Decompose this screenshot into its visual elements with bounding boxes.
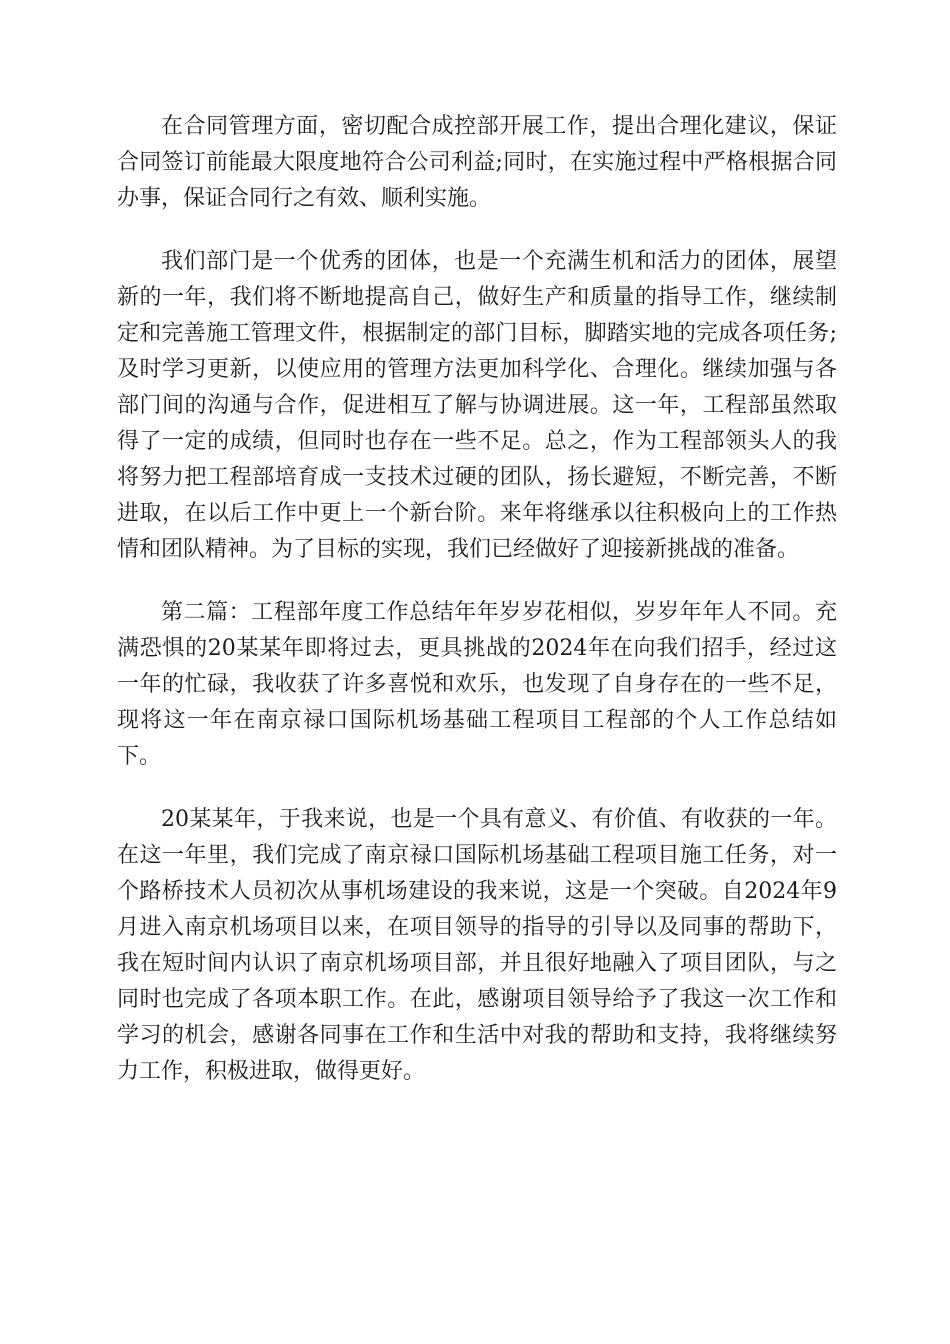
paragraph-department-outlook: 我们部门是一个优秀的团体，也是一个充满生机和活力的团体，展望新的一年，我们将不断地提高自己，做好生产和质量的指导工作，继续制定和完善施工管理文件，根据制定的部门目标，脚踏实地的完成各项任务;及时学习更新，以使应用的管理方法更加科学化、合理化。继续加强与各部门间的沟通与合作，促进相互了解与协调进展。这一年，工程部虽然取得了一定的成绩，但同时也存在一些不足。总之，作为工程部领头人的我将努力把工程部培育成一支技术过硬的团队，扬长避短，不断完善，不断进取，在以后工作中更上一个新台阶。来年将继承以往积极向上的工作热情和团队精神。为了目标的实现，我们已经做好了迎接新挑战的准备。 [117,249,837,562]
paragraph-second-article-intro: 第二篇：工程部年度工作总结年年岁岁花相似，岁岁年年人不同。充满恐惧的20某某年即将过去，更具挑战的2024年在向我们招手，经过这一年的忙碌，我收获了许多喜悦和欢乐，也发现了自身存在的一些不足，现将这一年在南京禄口国际机场基础工程项目工程部的个人工作总结如下。 [117,600,837,769]
paragraph-year-review: 20某某年，于我来说，也是一个具有意义、有价值、有收获的一年。在这一年里，我们完成了南京禄口国际机场基础工程项目施工任务，对一个路桥技术人员初次从事机场建设的我来说，这是一个突破。自2024年9月进入南京机场项目以来，在项目领导的指导的引导以及同事的帮助下，我在短时间内认识了南京机场项目部，并且很好地融入了项目团队，与之同时也完成了各项本职工作。在此，感谢项目领导给予了我这一次工作和学习的机会，感谢各同事在工作和生活中对我的帮助和支持，我将继续努力工作，积极进取，做得更好。 [117,807,837,1084]
document-body [117,109,837,1117]
paragraph-contract-management: 在合同管理方面，密切配合成控部开展工作，提出合理化建议，保证合同签订前能最大限度地符合公司利益;同时，在实施过程中严格根据合同办事，保证合同行之有效、顺利实施。 [117,114,837,211]
